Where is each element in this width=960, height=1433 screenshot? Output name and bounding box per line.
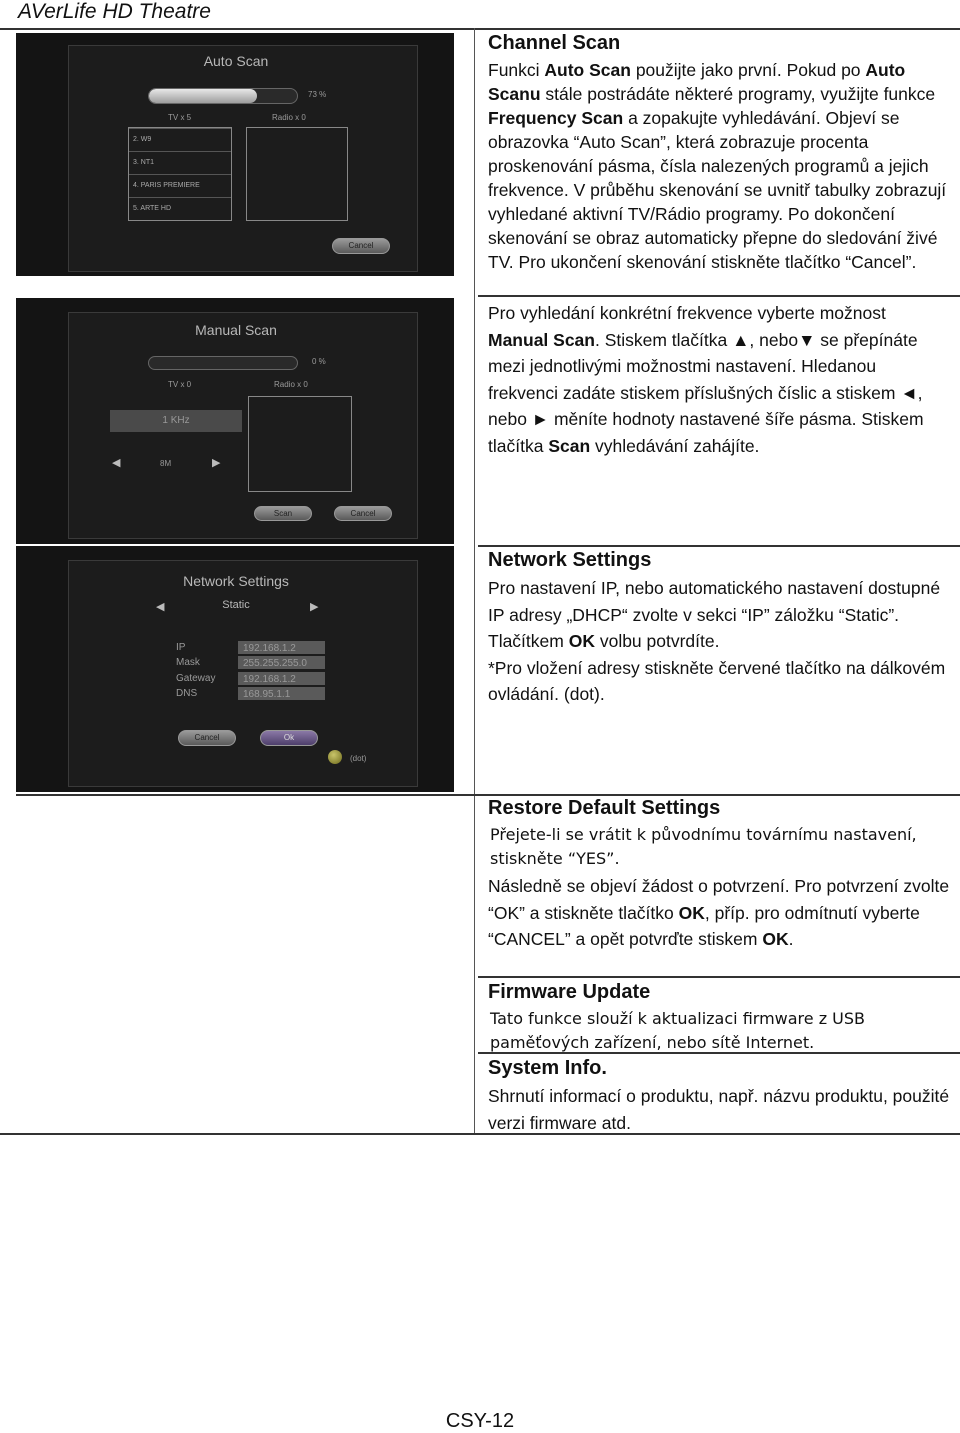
channel-list-item: 2. W9 [129,128,231,151]
manual-scan-progress-bar [148,356,298,370]
channel-list-item: 5. ARTE HD [129,197,231,220]
system-info-section [488,1057,950,1136]
restore-defaults-section [488,797,950,953]
manual-scan-screenshot [16,298,454,544]
network-settings-screenshot [16,546,454,792]
dns-field[interactable]: 168.95.1.1 [238,687,325,700]
restore-defaults-confirm: Následně se objeví žádost o potvrzení. Pro potvrzení zvolte “OK” a stiskněte tlačítko OK, příp. pro odmítnutí vyberte “CANCEL” a opět potvrďte stiskem OK. [488,876,950,950]
header-rule [0,28,960,30]
network-mode-value: Static [222,599,250,611]
network-settings-title: Network Settings [488,549,652,571]
tv-channel-list [128,127,232,221]
bandwidth-right-arrow-icon[interactable]: ▶ [212,457,221,469]
network-ok-button[interactable]: Ok [260,730,318,746]
auto-scan-tv-count: TV x 5 [168,113,192,122]
ip-field[interactable]: 192.168.1.2 [238,641,325,654]
network-cancel-button[interactable]: Cancel [178,730,236,746]
channel-scan-section [488,32,950,274]
manual-scan-radio-count: Radio x 0 [274,380,308,389]
bandwidth-value: 8M [160,459,172,468]
system-info-title: System Info. [488,1057,607,1079]
section-rule [478,295,960,297]
firmware-update-title: Firmware Update [488,981,651,1003]
dot-button-icon[interactable] [328,750,342,764]
gateway-field[interactable]: 192.168.1.2 [238,672,325,685]
section-rule [16,794,960,796]
mode-right-arrow-icon[interactable]: ▶ [310,601,319,613]
auto-scan-radio-count: Radio x 0 [272,113,306,122]
page-number: CSY-12 [445,1410,515,1432]
column-divider [474,28,475,1134]
restore-defaults-body: Přejete-li se vrátit k původnímu továrnímu nastavení, stiskněte “YES”. [490,825,917,868]
manual-scan-cancel-button[interactable]: Cancel [334,506,392,521]
network-screen-title: Network Settings [183,573,289,589]
manual-scan-result-list [248,396,352,492]
auto-scan-percent: 73 % [308,90,327,99]
document-header-title: AVerLife HD Theatre [18,0,211,23]
mask-label: Mask [176,657,200,668]
system-info-body: Shrnutí informací o produktu, např. názvu produktu, použité verzi firmware atd. [488,1086,950,1133]
channel-list-item: 4. PARIS PREMIERE [129,174,231,197]
dns-label: DNS [176,688,198,699]
manual-scan-title: Manual Scan [195,322,277,338]
manual-scan-description: Pro vyhledání konkrétní frekvence vyberte možnost Manual Scan. Stiskem tlačítka ▲, nebo▼ se přepínáte mezi jednotlivými možnostmi nastavení. Hledanou frekvenci zadáte stiskem příslušných číslic a stiskem ◄, nebo ► měníte hodnoty nastavené šíře pásma. Stiskem tlačítka Scan vyhledávání zahájíte. [488,303,924,456]
channel-scan-body: Funkci Auto Scan použijte jako první. Pokud po Auto Scanu stále postrádáte některé programy, využijte funkce Frequency Scan a zopakujte vyhledávání. Objeví se obrazovka “Auto Scan”, která zobrazuje procenta proskenování pásma, čísla nalezených programů a jejich frekvence. V průběhu skenování se uvnitř tabulky zobrazují vyhledané aktivní TV/Rádio programy. Po dokončení skenování se obraz automaticky přepne do sledování živé TV. Pro ukončení skenování stiskněte tlačítko “Cancel”. [488,60,947,272]
section-rule [478,1052,960,1054]
dot-label: (dot) [350,754,367,763]
frequency-input[interactable]: 1 KHz [110,410,242,432]
auto-scan-cancel-button[interactable]: Cancel [332,238,390,254]
channel-list-item: 3. NT1 [129,151,231,174]
firmware-update-section [488,981,950,1055]
radio-channel-list [246,127,348,221]
network-settings-body: Pro nastavení IP, nebo automatického nastavení dostupné IP adresy „DHCP“ zvolte v sekci “IP” záložku “Static”. Tlačítkem OK volbu potvrdíte. *Pro vložení adresy stiskněte červené tlačítko na dálkovém ovládání. (dot). [488,578,946,705]
mode-left-arrow-icon[interactable]: ◀ [156,601,165,613]
manual-scan-tv-count: TV x 0 [168,380,192,389]
firmware-update-body: Tato funkce slouží k aktualizaci firmware z USB paměťových zařízení, nebo sítě Internet. [490,1009,866,1052]
network-settings-section [488,549,950,708]
restore-defaults-title: Restore Default Settings [488,797,721,819]
gateway-label: Gateway [176,673,216,684]
section-rule [478,545,960,547]
section-rule [0,1133,960,1135]
manual-scan-percent: 0 % [312,357,326,366]
channel-scan-title: Channel Scan [488,32,621,54]
mask-field[interactable]: 255.255.255.0 [238,656,325,669]
auto-scan-progress-bar [148,88,298,104]
manual-scan-scan-button[interactable]: Scan [254,506,312,521]
section-rule [478,976,960,978]
auto-scan-title: Auto Scan [203,53,269,69]
ip-label: IP [176,642,186,653]
auto-scan-screenshot [16,33,454,276]
bandwidth-left-arrow-icon[interactable]: ◀ [112,457,121,469]
